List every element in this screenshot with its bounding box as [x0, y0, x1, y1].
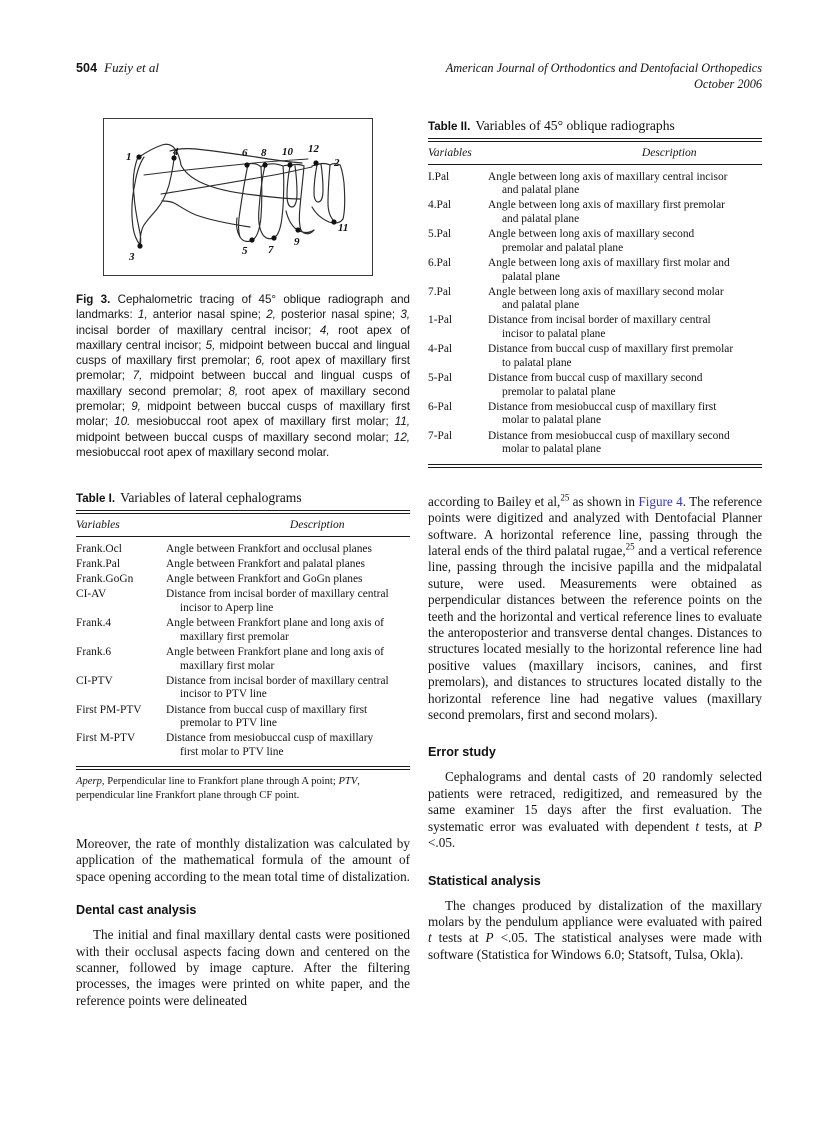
desc-line-1: Angle between long axis of maxillary second [488, 228, 695, 241]
table-two-grid [428, 142, 762, 164]
table-two-description [488, 371, 762, 400]
table-two-variable: 6.Pal [428, 256, 452, 269]
table-one-number: Table I. [76, 492, 116, 506]
stat-text-a: The changes produced by distalization of the maxillary molars by the pendulum appliance were evaluated with paired [428, 897, 762, 929]
table-two-description [488, 285, 762, 314]
landmark-desc-11: midpoint between buccal cusps of maxillary second molar; [76, 430, 394, 444]
landmark-desc-2: posterior nasal spine; [275, 308, 401, 322]
running-head-left [76, 60, 159, 76]
figure-4-link[interactable]: Figure 4 [638, 493, 683, 509]
table-row [428, 400, 762, 429]
svg-text:6: 6 [242, 147, 248, 159]
error-italic-p: P [753, 818, 762, 834]
table-row [76, 542, 410, 557]
table-two-variable: 4.Pal [428, 199, 452, 212]
table-row [428, 199, 762, 228]
table-one-variable: Frank.4 [76, 617, 112, 630]
desc-line-1: Distance from buccal cusp of maxillary first premolar [488, 343, 734, 356]
landmark-num-7: 7, [132, 369, 143, 383]
table-row [428, 314, 762, 343]
table-two-number: Table II. [428, 120, 471, 133]
table-two [428, 118, 762, 468]
table-one-variable: CI-AV [76, 588, 107, 601]
landmark-num-11: 11, [394, 415, 410, 429]
footnote-text-1: , Perpendicular line to Frankfort plane through A point; [101, 776, 339, 788]
stat-text-b: tests at [431, 930, 486, 946]
figure-caption-lead: Cephalometric tracing of 45° oblique radiograph and landmarks: [76, 293, 410, 322]
table-one-variable: Frank.6 [76, 645, 112, 658]
landmark-desc-3: incisal border of maxillary central incisor; [76, 323, 320, 337]
landmark-desc-9: midpoint between buccal cusps of maxillary first molar; [76, 400, 410, 429]
desc-line-2: and palatal plane [502, 212, 580, 225]
error-text-c: <.05. [428, 835, 456, 851]
desc-line-2: premolar and palatal plane [502, 241, 624, 254]
desc-line-2: maxillary first molar [180, 659, 275, 672]
stat-italic-p: P [485, 930, 494, 946]
paragraph-error-study [428, 769, 762, 851]
svg-text:8: 8 [261, 147, 267, 159]
figure-3-image [103, 118, 373, 276]
stat-text-c: <.05. The statistical analyses were made with software (Statistica for Windows 6.0; Statsoft, Tulsa, Okla). [428, 930, 762, 962]
paragraph-moreover: Moreover, the rate of monthly distalization was calculated by application of the mathematical formula of the amount of space opening according to the mean total time of distalization. [76, 835, 410, 884]
table-two-variable: 5.Pal [428, 228, 452, 241]
desc-line-2: incisor to palatal plane [502, 328, 606, 341]
ref-text-d: and a vertical reference line, passing through the incisive papilla and the midpalatal suture, were used. Measurements were obtained as perpendicular distances between the reference points on the teeth and the horizontal and vertical reference lines to evaluate the anteroposterior and transverse dental changes. Distances to structures located mesially to the horizontal reference line had positive values (maxillary incisors, canines, and first premolars), and distances to structures located distally to the horizontal reference line had negative values (maxillary second premolars, first and second molars). [428, 543, 762, 723]
desc-line-2: palatal plane [502, 270, 560, 283]
desc-line-1: Distance from incisal border of maxillary central [166, 674, 389, 687]
paragraph-reference-points [428, 494, 762, 724]
table-two-description [488, 342, 762, 371]
table-one-variable: First PM-PTV [76, 703, 142, 716]
table-two-header-row [428, 142, 762, 164]
table-two-caption: Variables of 45° oblique radiographs [475, 118, 675, 133]
table-two-variable: 7.Pal [428, 285, 452, 298]
table-one-variable: Frank.GoGn [76, 573, 134, 586]
desc-line-2: molar to palatal plane [502, 443, 601, 456]
table-two-description [488, 256, 762, 285]
table-one-variable: Frank.Ocl [76, 542, 122, 555]
footnote-text-2: , perpendicular line Frankfort plane through CF point. [76, 776, 360, 801]
svg-text:1: 1 [126, 151, 132, 163]
desc-line-1: Angle between long axis of maxillary central incisor [488, 170, 728, 183]
landmark-desc-5: midpoint between buccal and lingual cusps of maxillary first premolar; [76, 338, 411, 368]
citation-25-second: 25 [625, 541, 635, 552]
table-row [76, 616, 410, 645]
table-one-description [166, 572, 410, 587]
desc-line-2: premolar to PTV line [180, 717, 277, 730]
landmark-num-2: 2, [266, 308, 276, 322]
desc-line-2: to palatal plane [502, 356, 572, 369]
landmark-num-10: 10. [114, 415, 131, 429]
desc-line-2: maxillary first premolar [180, 630, 289, 643]
desc-line-1: Angle between long axis of maxillary second molar [488, 285, 724, 298]
landmark-desc-1: anterior nasal spine; [147, 308, 267, 322]
paragraph-statistical-analysis [428, 898, 762, 964]
figure-3-caption [76, 292, 410, 460]
stat-italic-t: t [428, 930, 432, 946]
svg-text:11: 11 [338, 222, 349, 234]
table-two-variable: 1-Pal [428, 314, 453, 327]
table-one-header-description: Description [289, 518, 345, 532]
table-two-description [488, 429, 762, 458]
svg-text:9: 9 [294, 236, 300, 248]
desc-line-1: Angle between Frankfort plane and long axis of [166, 645, 384, 658]
desc-line-2: first molar to PTV line [180, 745, 284, 758]
desc-line-1: Angle between long axis of maxillary first molar and [488, 256, 730, 269]
landmark-num-8: 8, [228, 384, 239, 398]
table-one-description [166, 703, 410, 732]
table-two-description [488, 170, 762, 199]
table-two-description [488, 199, 762, 228]
landmark-num-4: 4, [319, 323, 330, 337]
table-two-description [488, 314, 762, 343]
landmark-num-12: 12, [393, 430, 410, 444]
table-one-description [166, 542, 410, 557]
landmark-desc-6: root apex of maxillary first premolar; [76, 354, 410, 383]
desc-line-2: and palatal plane [502, 184, 580, 197]
ref-text-b: as shown in [569, 493, 639, 509]
svg-text:7: 7 [268, 244, 274, 256]
table-one-description [166, 616, 410, 645]
svg-text:4: 4 [173, 146, 179, 158]
table-one-caption: Variables of lateral cephalograms [120, 490, 302, 506]
desc-line-1: Angle between Frankfort and occlusal planes [166, 542, 372, 555]
table-row [428, 170, 762, 199]
table-row [76, 557, 410, 572]
desc-line-1: Angle between Frankfort and GoGn planes [166, 573, 363, 586]
table-row [428, 371, 762, 400]
table-one-description [166, 588, 410, 617]
desc-line-1: Distance from buccal cusp of maxillary first [166, 703, 368, 716]
cephalometric-tracing-svg [104, 119, 372, 275]
landmark-desc-10: mesiobuccal root apex of maxillary first molar; [130, 415, 395, 429]
table-two-mid-rule [428, 164, 762, 165]
table-row [76, 732, 410, 761]
table-one-description [166, 674, 410, 703]
table-one-body [76, 542, 410, 760]
landmark-num-9: 9, [131, 400, 141, 414]
heading-statistical-analysis: Statistical analysis [428, 873, 541, 888]
ref-text-c: . The reference points were digitized and analyzed with Dentofacial Planner software. A horizontal reference line, passing through the lateral ends of the third palatal rugae, [428, 493, 762, 558]
table-two-header-variables: Variables [428, 146, 472, 160]
desc-line-1: Angle between Frankfort plane and long axis of [166, 617, 384, 630]
table-two-description [488, 227, 762, 256]
table-one-header-variables: Variables [76, 518, 120, 532]
table-row [76, 572, 410, 587]
journal-name: American Journal of Orthodontics and Dentofacial Orthopedics [445, 61, 762, 75]
table-row [76, 588, 410, 617]
landmark-desc-12: mesiobuccal root apex of maxillary second molar. [76, 445, 330, 459]
desc-line-1: Distance from mesiobuccal cusp of maxillary second [488, 429, 730, 442]
table-row [76, 674, 410, 703]
landmark-num-5: 5, [205, 338, 216, 352]
table-one-mid-rule [76, 536, 410, 537]
figure-label: Fig 3. [76, 293, 111, 306]
heading-dental-cast-analysis: Dental cast analysis [76, 903, 197, 918]
desc-line-1: Distance from incisal border of maxillary central [166, 588, 389, 601]
table-one-footnote [76, 770, 410, 801]
table-one-description [166, 645, 410, 674]
error-text-b: tests, at [698, 818, 754, 834]
desc-line-2: premolar to palatal plane [502, 385, 616, 398]
page-folio: 504 [76, 61, 98, 75]
table-row [428, 342, 762, 371]
landmark-num-6: 6, [255, 354, 265, 368]
desc-line-1: Distance from mesiobuccal cusp of maxillary first [488, 400, 717, 413]
table-one-header-row [76, 514, 410, 536]
desc-line-2: incisor to Aperp line [180, 602, 274, 614]
error-text-a: Cephalograms and dental casts of 20 randomly selected patients were retraced, redigitized, and remeasured by the same examiner 15 days after the first evaluation. The systematic error was evaluated with dependent [428, 769, 762, 834]
table-two-title [428, 118, 762, 134]
svg-text:5: 5 [242, 245, 248, 257]
table-two-variable: 7-Pal [428, 429, 453, 442]
running-head-right [446, 60, 762, 92]
footnote-term-ptv: PTV [338, 776, 358, 788]
landmark-desc-4: root apex of maxillary central incisor; [76, 323, 411, 352]
table-one [76, 490, 410, 802]
running-head [76, 60, 762, 104]
table-one-description [166, 732, 410, 761]
landmark-desc-8: root apex of maxillary second premolar; [76, 384, 410, 414]
svg-text:3: 3 [129, 251, 135, 263]
footnote-term-aperp: Aperp [76, 776, 102, 788]
ref-text-a: according to Bailey et al, [428, 493, 561, 509]
desc-line-1: Distance from mesiobuccal cusp of maxillary [166, 732, 374, 745]
running-head-authors: Fuziy et al [104, 60, 160, 75]
table-one-variable: CI-PTV [76, 674, 113, 687]
svg-text:10: 10 [282, 146, 293, 158]
table-one-grid [76, 514, 410, 536]
table-row [428, 227, 762, 256]
landmark-num-3: 3, [400, 308, 410, 322]
table-row [428, 429, 762, 458]
table-two-variable: I.Pal [428, 170, 450, 183]
desc-line-1: Angle between Frankfort and palatal planes [166, 558, 365, 571]
paragraph-dental-cast-analysis: The initial and final maxillary dental casts were positioned with their occlusal aspects facing down and centered on the scanner, followed by image capture. After the filtering processes, the images were printed on white paper, and the reference points were delineated [76, 927, 410, 1008]
heading-error-study: Error study [428, 745, 496, 760]
desc-line-1: Distance from buccal cusp of maxillary second [488, 372, 703, 385]
table-one-description [166, 557, 410, 572]
landmark-desc-7: midpoint between buccal and lingual cusps of maxillary second premolar; [76, 369, 410, 398]
desc-line-2: and palatal plane [502, 299, 580, 312]
desc-line-1: Angle between long axis of maxillary first premolar [488, 199, 725, 212]
table-two-variable: 5-Pal [428, 372, 453, 385]
table-row [76, 703, 410, 732]
table-two-variable: 4-Pal [428, 343, 453, 356]
error-italic-t: t [695, 818, 699, 834]
desc-line-2: incisor to PTV line [180, 688, 267, 701]
svg-text:12: 12 [308, 143, 319, 155]
citation-25-first: 25 [560, 492, 570, 503]
landmark-num-1: 1, [137, 308, 148, 322]
left-column [76, 118, 410, 1009]
desc-line-1: Distance from incisal border of maxillary central [488, 314, 711, 327]
table-one-variable: First M-PTV [76, 732, 136, 745]
table-row [428, 256, 762, 285]
table-one-title [76, 490, 410, 506]
table-row [76, 645, 410, 674]
svg-text:2: 2 [334, 157, 340, 169]
table-two-variable: 6-Pal [428, 400, 453, 413]
right-column [428, 118, 762, 963]
table-two-body [428, 170, 762, 458]
issue-date: October 2006 [694, 77, 762, 91]
table-one-variable: Frank.Pal [76, 558, 120, 571]
table-two-header-description: Description [641, 146, 697, 160]
desc-line-2: molar to palatal plane [502, 414, 601, 427]
table-two-description [488, 400, 762, 429]
table-row [428, 285, 762, 314]
